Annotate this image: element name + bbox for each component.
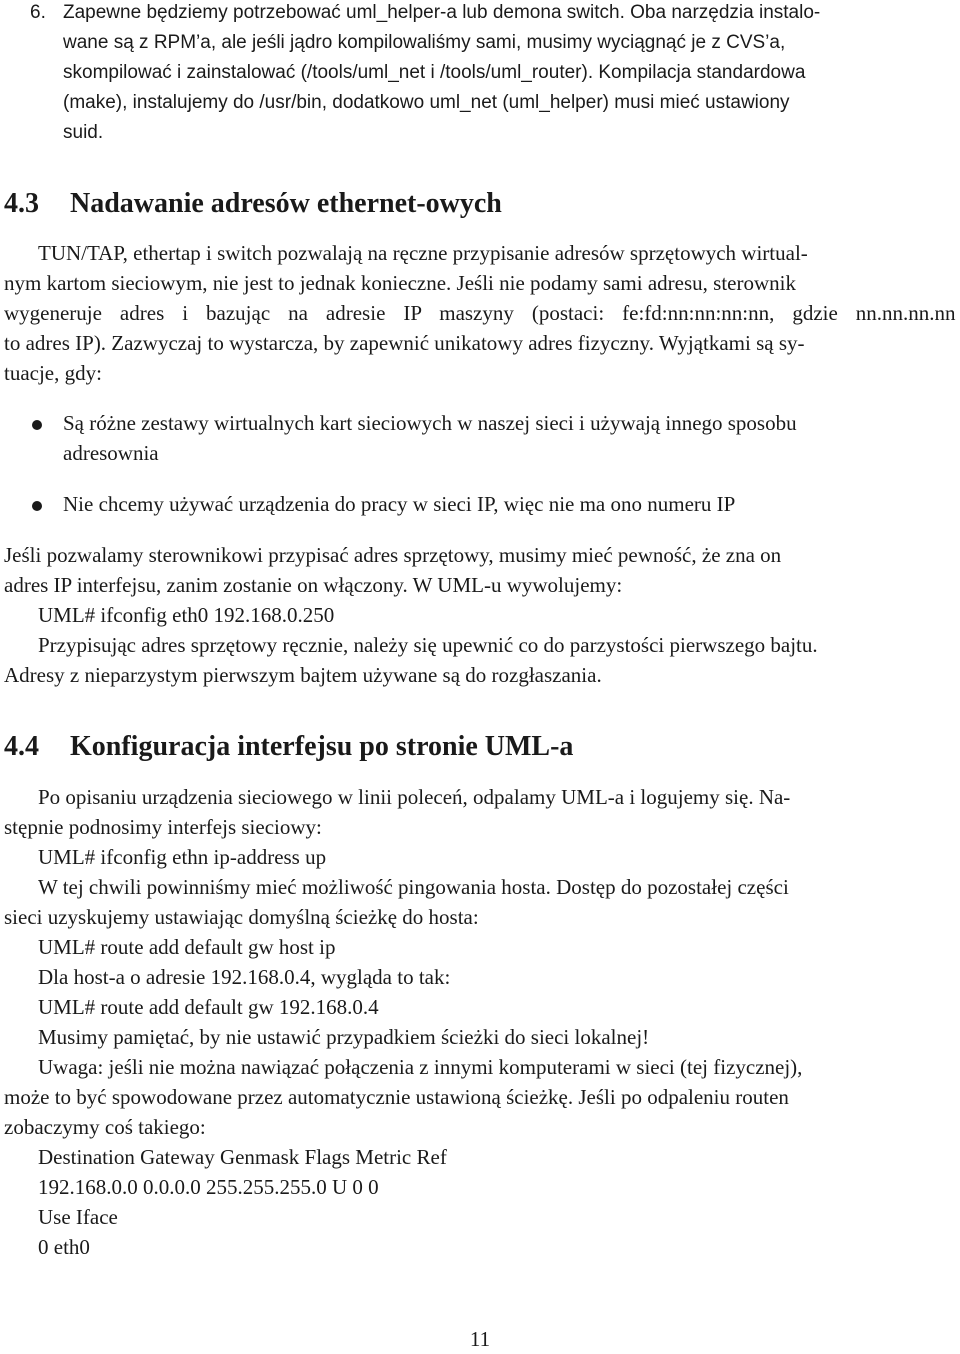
command-line: UML# ifconfig ethn ip-address up xyxy=(38,845,327,869)
item6-line1: Zapewne będziemy potrzebować uml_helper-a lub demona switch. Oba narzędzia instalo- xyxy=(63,2,821,23)
section-heading-4-3 xyxy=(4,187,502,221)
text-line: to adres IP). Zazwyczaj to wystarcza, by zapewnić unikatowy adres fizyczny. Wyjątkami są sy- xyxy=(4,331,805,355)
bullet-item-line: Nie chcemy używać urządzenia do pracy w sieci IP, więc nie ma ono numeru IP xyxy=(63,492,736,516)
page-number: 11 xyxy=(469,1327,491,1351)
bullet-item-line: adresownia xyxy=(63,441,159,465)
text-line: wygeneruje adres i bazując na adresie IP maszyny (postaci: fe:fd:nn:nn:nn:nn, gdzie nn.nn.nn.nn xyxy=(4,301,956,325)
section-title: Konfiguracja interfejsu po stronie UML-a xyxy=(70,731,574,762)
bullet-icon xyxy=(32,420,42,430)
section-number: 4.3 xyxy=(4,188,39,219)
text-line: zobaczymy coś takiego: xyxy=(4,1115,206,1139)
section-title: Nadawanie adresów ethernet-owych xyxy=(70,188,502,219)
text-line: TUN/TAP, ethertap i switch pozwalają na ręczne przypisanie adresów sprzętowych wirtual- xyxy=(38,241,808,265)
text-line: W tej chwili powinniśmy mieć możliwość pingowania hosta. Dostęp do pozostałej części xyxy=(38,875,789,899)
command-line: UML# ifconfig eth0 192.168.0.250 xyxy=(38,603,335,627)
text-line: Przypisując adres sprzętowy ręcznie, należy się upewnić co do parzystości pierwszego bajtu. xyxy=(38,633,818,657)
text-line: Po opisaniu urządzenia sieciowego w linii poleceń, odpalamy UML-a i logujemy się. Na- xyxy=(38,785,791,809)
text-line: Jeśli pozwalamy sterownikowi przypisać adres sprzętowy, musimy mieć pewność, że zna on xyxy=(4,543,782,567)
command-line: UML# route add default gw 192.168.0.4 xyxy=(38,995,379,1019)
item6-line2: wane są z RPM’a, ale jeśli jądro kompilowaliśmy sami, musimy wyciągnąć je z CVS’a, xyxy=(63,32,786,53)
text-line: sieci uzyskujemy ustawiając domyślną ścieżkę do hosta: xyxy=(4,905,479,929)
text-line: Adresy z nieparzystym pierwszym bajtem używane są do rozgłaszania. xyxy=(4,663,602,687)
item6-line5: suid. xyxy=(63,122,104,143)
text-line: Musimy pamiętać, by nie ustawić przypadkiem ścieżki do sieci lokalnej! xyxy=(38,1025,650,1049)
list-item-number: 6. xyxy=(30,2,46,23)
text-line: stępnie podnosimy interfejs sieciowy: xyxy=(4,815,322,839)
section-number: 4.4 xyxy=(4,731,39,762)
item6-line4: (make), instalujemy do /usr/bin, dodatkowo uml_net (uml_helper) musi mieć ustawiony xyxy=(63,92,790,113)
text-line: Uwaga: jeśli nie można nawiązać połączenia z innymi komputerami w sieci (tej fizycznej), xyxy=(38,1055,803,1079)
route-output-line: Destination Gateway Genmask Flags Metric Ref xyxy=(38,1145,447,1169)
bullet-icon xyxy=(32,501,42,511)
bullet-item-line: Są różne zestawy wirtualnych kart sieciowych w naszej sieci i używają innego sposobu xyxy=(63,411,797,435)
item6-line3: skompilować i zainstalować (/tools/uml_net i /tools/uml_router). Kompilacja standardowa xyxy=(63,62,806,83)
route-output-line: 0 eth0 xyxy=(38,1235,90,1259)
text-line: może to być spowodowane przez automatycznie ustawioną ścieżkę. Jeśli po odpaleniu routen xyxy=(4,1085,789,1109)
command-line: UML# route add default gw host ip xyxy=(38,935,336,959)
text-line: tuacje, gdy: xyxy=(4,361,102,385)
route-output-line: 192.168.0.0 0.0.0.0 255.255.255.0 U 0 0 xyxy=(38,1175,379,1199)
section-heading-4-4 xyxy=(4,730,573,764)
route-output-line: Use Iface xyxy=(38,1205,118,1229)
text-line: nym kartom sieciowym, nie jest to jednak konieczne. Jeśli nie podamy sami adresu, sterownik xyxy=(4,271,796,295)
text-line: Dla host-a o adresie 192.168.0.4, wygląda to tak: xyxy=(38,965,451,989)
text-line: adres IP interfejsu, zanim zostanie on włączony. W UML-u wywolujemy: xyxy=(4,573,623,597)
